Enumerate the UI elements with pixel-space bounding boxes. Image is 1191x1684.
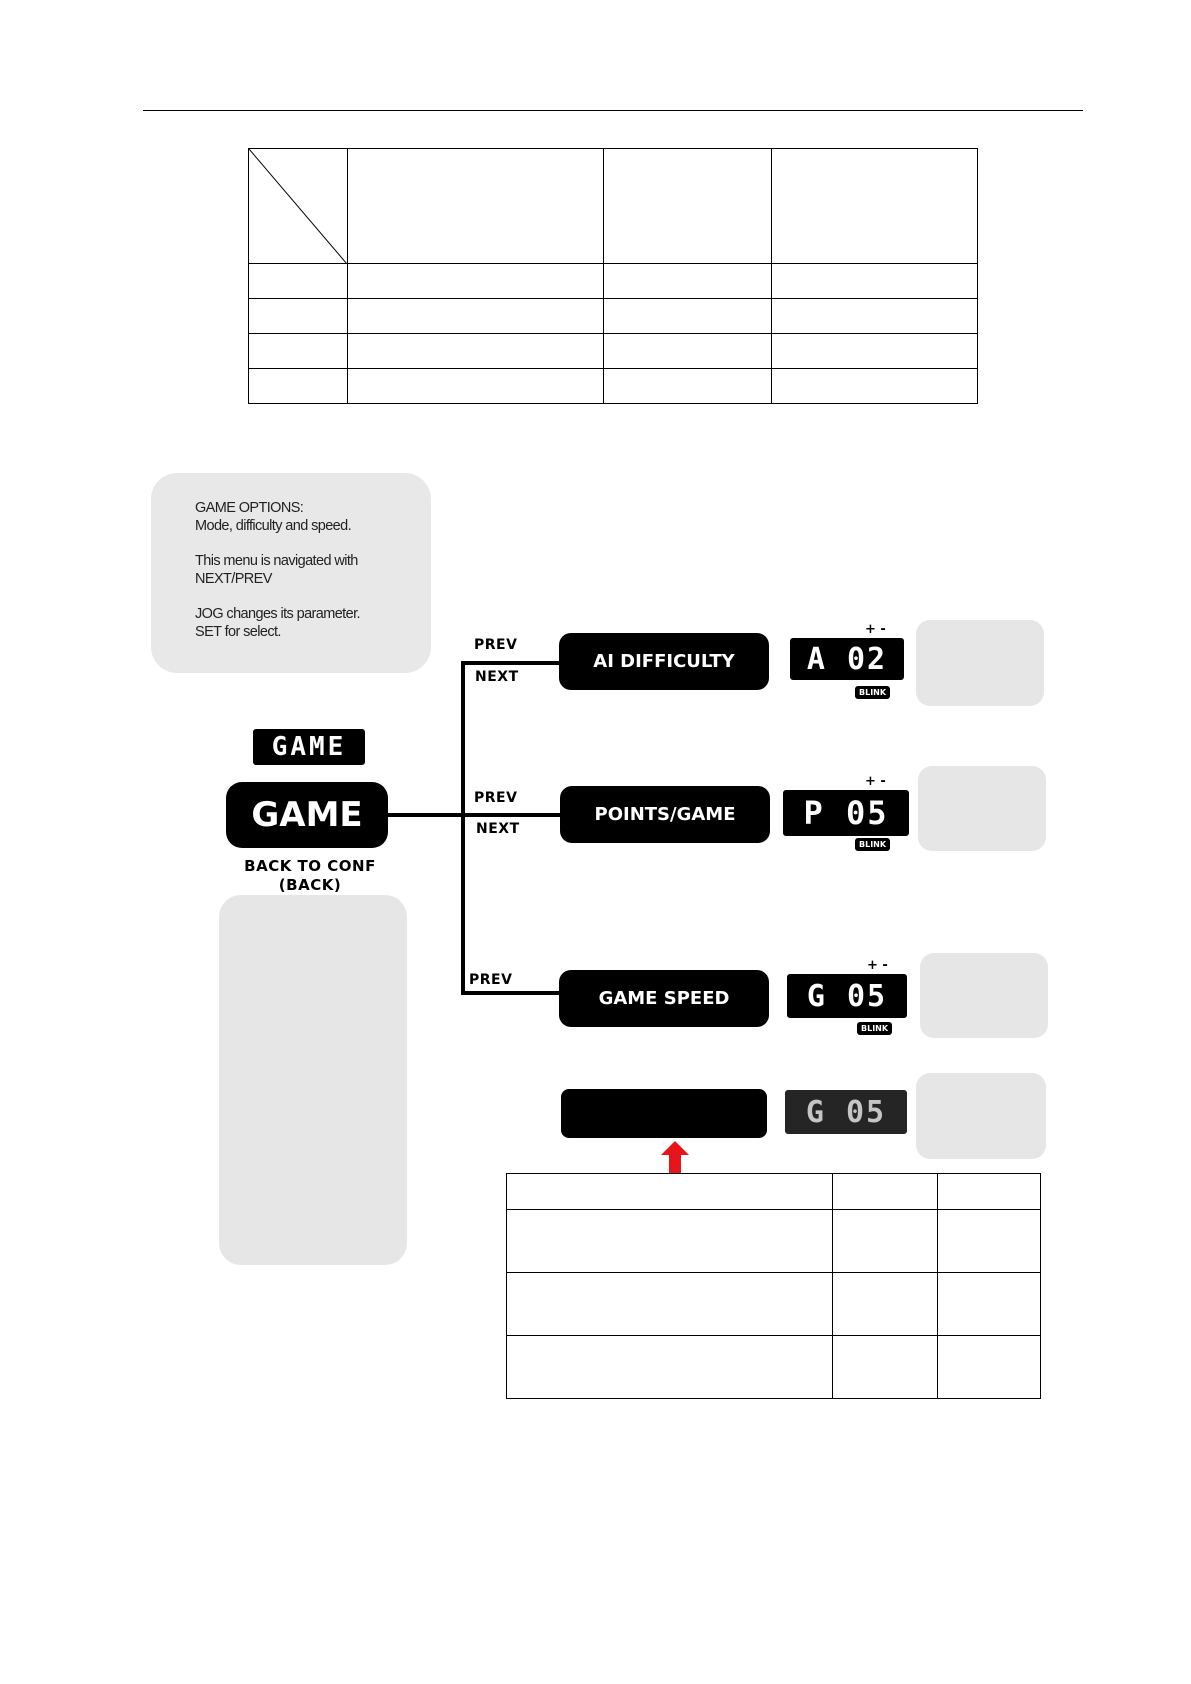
note-line: Mode, difficulty and speed. — [195, 518, 352, 534]
diagonal-line — [249, 149, 347, 264]
segment-text: G 05 — [806, 978, 888, 1014]
table-row — [507, 1273, 833, 1336]
segment-text: G 05 — [805, 1094, 887, 1130]
segment-text: P 05 — [803, 794, 889, 832]
table-row — [249, 299, 348, 334]
table-row — [507, 1336, 833, 1399]
points-game-label: POINTS/GAME — [594, 804, 736, 825]
blank-menu-box — [561, 1089, 767, 1138]
note-line: GAME OPTIONS: — [195, 500, 304, 516]
plus-minus-label: + - — [865, 774, 886, 789]
connector-branch — [461, 991, 561, 995]
game-segment-display — [253, 729, 365, 765]
prev-label: PREV — [474, 790, 518, 806]
ai-difficulty-display — [790, 638, 904, 680]
next-label: NEXT — [476, 821, 520, 837]
description-box — [920, 953, 1048, 1038]
segment-text: GAME — [271, 732, 347, 762]
points-game-button[interactable] — [560, 786, 770, 843]
prev-label: PREV — [469, 972, 513, 988]
header-rule — [143, 110, 1083, 111]
description-box — [916, 1073, 1046, 1159]
back-line-1: BACK TO CONF — [244, 857, 376, 875]
plus-minus-label: + - — [867, 958, 888, 973]
back-line-2: (BACK) — [278, 876, 342, 894]
game-speed-display — [787, 974, 907, 1018]
game-menu-button[interactable] — [226, 782, 388, 848]
note-line: JOG changes its parameter. — [195, 606, 360, 622]
game-options-note — [151, 473, 431, 673]
note-line: This menu is navigated with — [195, 553, 358, 569]
info-panel — [219, 895, 407, 1265]
ai-difficulty-button[interactable] — [559, 633, 769, 690]
connector-horizontal — [388, 813, 560, 817]
diagonal-header-cell — [249, 149, 348, 264]
connector-branch — [461, 661, 561, 665]
top-table — [248, 148, 978, 404]
blink-badge: BLINK — [855, 686, 890, 699]
plus-minus-label: + - — [865, 622, 886, 637]
blink-badge: BLINK — [857, 1022, 892, 1035]
note-line: SET for select. — [195, 624, 281, 640]
blink-badge: BLINK — [855, 838, 890, 851]
next-label: NEXT — [475, 669, 519, 685]
ai-difficulty-label: AI DIFFICULTY — [593, 651, 735, 672]
table-row — [249, 369, 348, 404]
game-speed-label: GAME SPEED — [598, 988, 730, 1009]
table-row — [249, 264, 348, 299]
game-speed-button[interactable] — [559, 970, 769, 1027]
note-line: NEXT/PREV — [195, 571, 272, 587]
segment-text: A 02 — [806, 641, 888, 677]
prev-label: PREV — [474, 637, 518, 653]
back-to-conf-label — [226, 857, 394, 895]
points-game-display — [783, 790, 909, 836]
connector-vertical — [461, 661, 465, 995]
description-box — [916, 620, 1044, 706]
game-menu-label: GAME — [251, 795, 363, 835]
up-arrow-icon — [660, 1141, 690, 1173]
bottom-table — [506, 1173, 1041, 1399]
description-box — [918, 766, 1046, 851]
table-row — [507, 1210, 833, 1273]
blank-item-display — [785, 1090, 907, 1134]
table-row — [249, 334, 348, 369]
